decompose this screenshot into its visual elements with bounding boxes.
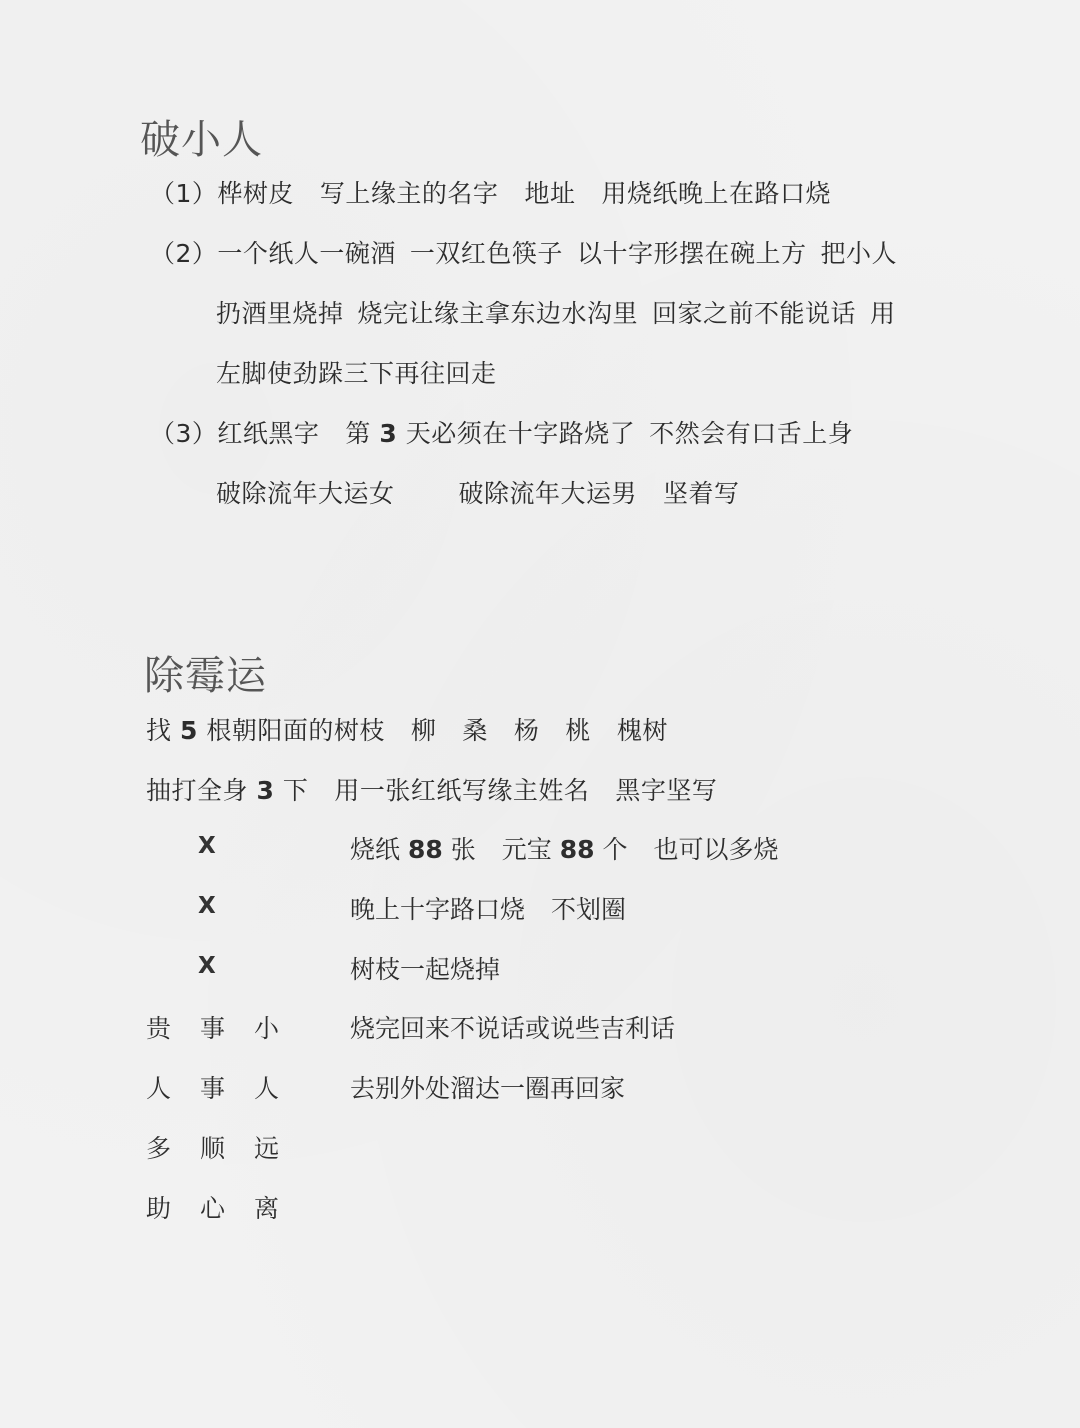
grid-char: 事 — [200, 1014, 226, 1043]
x-row-text — [350, 950, 500, 986]
grid-row-text: 去别外处溜达一圈再回家 — [350, 1074, 626, 1103]
item-number: （2） — [150, 239, 218, 268]
grid-char: 多 — [146, 1134, 172, 1163]
item-text: 地址 — [524, 179, 576, 208]
grid-row — [146, 1189, 308, 1225]
branch-line — [146, 711, 668, 747]
item-text: 把小人 — [820, 239, 897, 268]
item-text: 桦树皮 — [217, 179, 294, 208]
item-text: 回家之前不能说话 — [652, 299, 857, 328]
item-text: 一个纸人一碗酒 — [217, 239, 396, 268]
whip-line — [146, 771, 717, 807]
item-number-value: 88 — [559, 835, 595, 864]
item-text: 扔酒里烧掉 — [216, 299, 344, 328]
item-text: 不然会有口舌上身 — [649, 419, 854, 448]
grid-char: 助 — [146, 1194, 172, 1223]
tree-name: 桃 — [565, 716, 591, 745]
item-text: 烧纸 — [350, 835, 401, 864]
grid-row — [146, 1129, 308, 1165]
item-text: 破除流年大运女 — [216, 479, 395, 508]
item-2-line-3 — [216, 354, 497, 390]
item-text: 以十字形摆在碗上方 — [576, 239, 807, 268]
grid-char: 事 — [200, 1074, 226, 1103]
item-2-line-2 — [216, 294, 896, 330]
item-text: 天必须在十字路烧了 — [405, 419, 636, 448]
item-text: 晚上十字路口烧 — [350, 895, 526, 924]
item-1-line — [150, 174, 831, 210]
item-text: 张 — [450, 835, 476, 864]
item-text: 找 — [146, 716, 172, 745]
item-number: （3） — [150, 419, 218, 448]
x-mark: X — [198, 893, 216, 919]
item-text: 用一张红纸写缘主姓名 — [334, 776, 590, 805]
item-text: 也可以多烧 — [653, 835, 779, 864]
item-number-value: 3 — [256, 776, 275, 805]
item-text: 抽打全身 — [146, 776, 249, 805]
section-title-chu-mei-yun: 除霉运 — [144, 653, 267, 699]
item-text: 写上缘主的名字 — [319, 179, 499, 208]
grid-char: 小 — [254, 1014, 280, 1043]
item-text: 黑字坚写 — [615, 776, 718, 805]
item-number-value: 88 — [407, 835, 443, 864]
grid-char: 心 — [200, 1194, 226, 1223]
item-text: 坚着写 — [663, 479, 740, 508]
item-text: 破除流年大运男 — [458, 479, 638, 508]
tree-name: 柳 — [410, 716, 437, 745]
tree-name: 槐树 — [616, 716, 668, 745]
item-text: 树枝一起烧掉 — [350, 955, 501, 984]
grid-char: 远 — [254, 1134, 280, 1163]
tree-name: 杨 — [513, 716, 540, 745]
x-row-text — [350, 830, 778, 866]
item-text: 烧完让缘主拿东边水沟里 — [357, 299, 639, 328]
grid-row — [146, 1069, 308, 1105]
section-title-po-xiao-ren: 破小人 — [140, 117, 263, 163]
item-text: 元宝 — [501, 835, 552, 864]
item-text: 一双红色筷子 — [409, 239, 563, 268]
item-text: 第 — [345, 419, 371, 448]
item-number-value: 5 — [179, 716, 198, 745]
item-2-line-1 — [150, 234, 897, 270]
grid-char: 人 — [254, 1074, 280, 1103]
grid-char: 顺 — [200, 1134, 226, 1163]
item-text: 下 — [282, 776, 309, 805]
x-mark: X — [198, 833, 216, 859]
item-text: 红纸黑字 — [217, 419, 320, 448]
item-text: 用烧纸晚上在路口烧 — [601, 179, 831, 208]
x-row-text — [350, 890, 626, 926]
grid-char: 离 — [254, 1194, 280, 1223]
item-text: 个 — [602, 835, 628, 864]
grid-char: 人 — [146, 1074, 172, 1103]
grid-row — [146, 1009, 308, 1045]
x-mark: X — [198, 953, 216, 979]
item-3-line-1 — [150, 414, 853, 450]
grid-char: 贵 — [146, 1014, 172, 1043]
tree-name: 桑 — [462, 716, 488, 745]
grid-row-text: 烧完回来不说话或说些吉利话 — [350, 1014, 676, 1043]
item-number-value: 3 — [379, 419, 398, 448]
item-text: 不划圈 — [551, 895, 627, 924]
item-text: 用 — [870, 299, 896, 328]
item-text: 根朝阳面的树枝 — [206, 716, 385, 745]
item-3-line-2 — [216, 474, 740, 510]
item-text: 左脚使劲跺三下再往回走 — [216, 359, 497, 388]
item-number: （1） — [150, 179, 218, 208]
